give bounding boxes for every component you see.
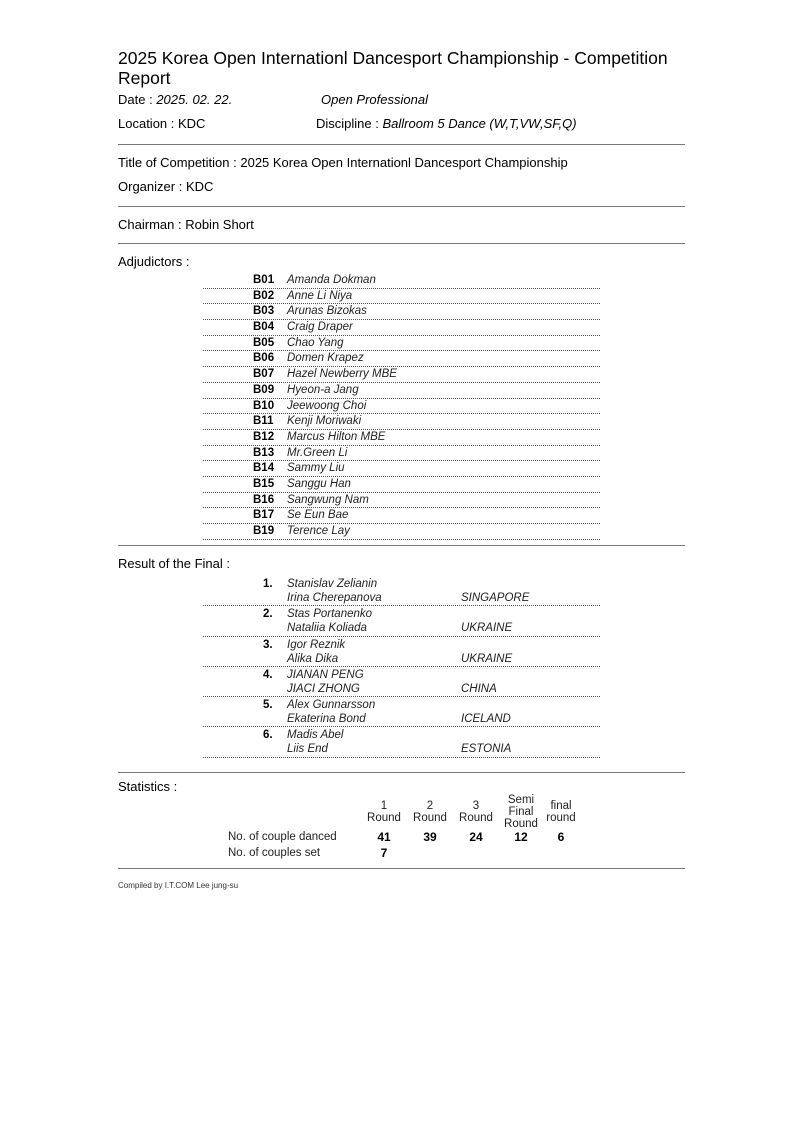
- date-label: Date :: [118, 92, 153, 107]
- adjudicator-row: [203, 273, 600, 289]
- adjudicator-code: B09: [253, 383, 275, 396]
- stat-column-header: [364, 800, 404, 824]
- result-rank: 5.: [263, 699, 273, 712]
- adjudicator-code: B01: [253, 274, 275, 286]
- result-row: [203, 728, 600, 757]
- adjudicator-row: [203, 383, 600, 399]
- result-row: [203, 638, 600, 667]
- divider: [118, 868, 685, 869]
- organizer-label: Organizer :: [118, 179, 183, 194]
- stat-column-header-line: 3: [472, 800, 480, 812]
- result-rank: 2.: [263, 608, 273, 621]
- chairman-row: [118, 217, 685, 232]
- adjudicator-code: B03: [253, 305, 275, 318]
- adjudicator-row: [203, 477, 600, 493]
- statistics-label: Statistics :: [118, 779, 178, 794]
- adjudicator-code: B13: [253, 446, 275, 459]
- result-country: UKRAINE: [461, 652, 513, 665]
- adjudicator-code: B12: [253, 430, 275, 443]
- adjudicator-name: Chao Yang: [287, 336, 344, 349]
- date-row: [118, 92, 685, 116]
- adjudicator-code: B16: [253, 493, 275, 506]
- adjudicator-name: Kenji Moriwaki: [287, 415, 362, 428]
- adjudicator-name: Anne Li Niya: [287, 289, 353, 302]
- adjudicator-name: Sammy Liu: [287, 462, 345, 475]
- couples-danced-value: 24: [469, 830, 483, 844]
- result-partner1: JIANAN PENG: [287, 668, 364, 681]
- adjudicator-code: B17: [253, 509, 275, 522]
- adjudicator-name: Domen Krapez: [287, 352, 364, 365]
- result-rank: 3.: [263, 638, 273, 651]
- adjudicator-name: Hazel Newberry MBE: [287, 368, 397, 381]
- location-value: KDC: [178, 116, 206, 131]
- result-country: UKRAINE: [461, 622, 513, 635]
- adjudicator-row: [203, 461, 600, 477]
- result-country: SINGAPORE: [461, 592, 530, 604]
- stat-column-header: [410, 800, 450, 824]
- result-row: [203, 698, 600, 727]
- stat-column-header-line: Semi: [507, 794, 535, 806]
- adjudicator-code: B19: [253, 525, 275, 537]
- result-row: [203, 607, 600, 636]
- results-list: [203, 577, 600, 759]
- footer-credit: Compiled by I.T.COM Lee jung-su: [118, 881, 239, 890]
- adjudicator-row: [203, 399, 600, 415]
- adjudicator-code: B14: [253, 462, 275, 475]
- result-row: [203, 577, 600, 606]
- result-partner1: Stas Portanenko: [287, 608, 373, 621]
- location-label: Location :: [118, 116, 175, 131]
- result-country: CHINA: [461, 682, 497, 695]
- adjudicator-code: B15: [253, 477, 275, 490]
- adjudicator-row: [203, 367, 600, 383]
- adjudicator-name: Se Eun Bae: [287, 509, 349, 522]
- couples-danced-value: 39: [423, 830, 437, 844]
- result-country: ESTONIA: [461, 743, 512, 756]
- date-value: 2025. 02. 22.: [156, 92, 233, 107]
- stat-column-header-line: 1: [380, 800, 388, 812]
- adjudicator-row: [203, 351, 600, 367]
- report-title: 2025 Korea Open Internationl Dancesport Championship - Competition Report: [118, 48, 668, 88]
- couples-danced-value: 41: [377, 830, 391, 844]
- adjudicator-name: Terence Lay: [287, 525, 350, 537]
- adjudicator-name: Jeewoong Choi: [287, 399, 367, 412]
- adjudicator-name: Hyeon-a Jang: [287, 383, 359, 396]
- divider: [118, 545, 685, 546]
- adjudicator-code: B04: [253, 321, 275, 334]
- adjudicator-row: [203, 320, 600, 336]
- adjudicator-code: B07: [253, 368, 275, 381]
- result-partner1: Madis Abel: [287, 729, 344, 742]
- adjudicator-row: [203, 524, 600, 540]
- competition-title-label: Title of Competition :: [118, 155, 237, 170]
- stat-column-header-line: Round: [504, 818, 538, 830]
- divider: [118, 206, 685, 207]
- result-partner2: Ekaterina Bond: [287, 713, 366, 726]
- result-partner2: Nataliia Koliada: [287, 622, 367, 635]
- competition-title-row: [118, 155, 685, 170]
- organizer-row: [118, 179, 685, 194]
- adjudicator-code: B06: [253, 352, 275, 365]
- adjudicator-name: Arunas Bizokas: [287, 305, 367, 318]
- location-row: [118, 116, 685, 140]
- stat-column-header: [456, 800, 496, 824]
- couples-danced-value: 12: [514, 830, 528, 844]
- result-partner2: Liis End: [287, 743, 328, 756]
- stat-column-header-line: 2: [426, 800, 434, 812]
- adjudicator-code: B11: [253, 415, 274, 428]
- stat-column-header-line: Round: [413, 812, 447, 824]
- adjudicator-name: Marcus Hilton MBE: [287, 430, 386, 443]
- adjudicator-row: [203, 508, 600, 524]
- couples-set-label: No. of couples set: [228, 847, 321, 859]
- result-rank: 4.: [263, 668, 273, 681]
- adjudicator-name: Amanda Dokman: [287, 274, 376, 286]
- adjudicator-code: B10: [253, 399, 275, 412]
- adjudicator-name: Craig Draper: [287, 321, 353, 334]
- adjudicators-label: Adjudictors :: [118, 254, 190, 269]
- discipline-label: Discipline :: [316, 116, 379, 131]
- adjudicator-name: Mr.Green Li: [287, 446, 348, 459]
- adjudicators-list: [203, 273, 600, 540]
- adjudicator-row: [203, 336, 600, 352]
- report-header: [118, 48, 685, 140]
- result-rank: 1.: [263, 578, 273, 590]
- adjudicator-row: [203, 414, 600, 430]
- couples-set-value: 7: [380, 846, 388, 860]
- discipline-value: Ballroom 5 Dance (W,T,VW,SF,Q): [382, 116, 577, 131]
- stat-column-header-line: final: [550, 800, 572, 812]
- stat-column-header-line: Final: [508, 806, 534, 818]
- couples-danced-label: No. of couple danced: [228, 831, 337, 843]
- result-partner1: Alex Gunnarsson: [287, 699, 376, 712]
- result-country: ICELAND: [461, 713, 511, 726]
- adjudicator-code: B05: [253, 336, 275, 349]
- adjudicator-row: [203, 493, 600, 509]
- stat-column-header-line: Round: [367, 812, 401, 824]
- competition-title-value: 2025 Korea Open Internationl Dancesport Championship: [240, 155, 568, 170]
- stat-column-header: [501, 794, 541, 830]
- adjudicator-row: [203, 304, 600, 320]
- organizer-value: KDC: [185, 179, 214, 194]
- adjudicator-code: B02: [253, 289, 275, 302]
- adjudicator-row: [203, 446, 600, 462]
- category-value: Open Professional: [321, 92, 428, 107]
- divider: [118, 144, 685, 145]
- result-partner1: Igor Reznik: [287, 638, 346, 651]
- result-partner2: Irina Cherepanova: [287, 592, 382, 604]
- divider: [118, 772, 685, 773]
- stat-column-header-line: round: [546, 812, 576, 824]
- result-rank: 6.: [263, 729, 273, 742]
- adjudicator-row: [203, 289, 600, 305]
- results-label: Result of the Final :: [118, 556, 230, 571]
- stat-column-header: [541, 800, 581, 824]
- result-row: [203, 668, 600, 697]
- result-partner1: Stanislav Zelianin: [287, 578, 378, 590]
- stat-column-header-line: Round: [459, 812, 493, 824]
- adjudicator-name: Sanggu Han: [287, 477, 351, 490]
- result-partner2: Alika Dika: [287, 652, 339, 665]
- chairman-label: Chairman :: [118, 217, 182, 232]
- couples-danced-value: 6: [557, 830, 565, 844]
- adjudicator-row: [203, 430, 600, 446]
- result-partner2: JIACI ZHONG: [287, 682, 360, 695]
- adjudicator-name: Sangwung Nam: [287, 493, 369, 506]
- chairman-value: Robin Short: [185, 217, 254, 232]
- divider: [118, 243, 685, 244]
